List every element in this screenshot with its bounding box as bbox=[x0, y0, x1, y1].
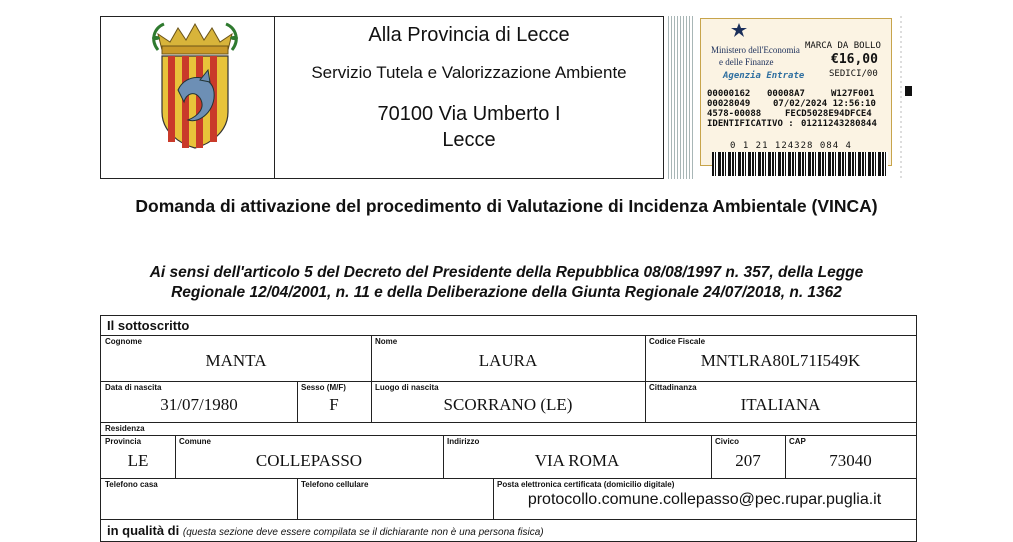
field-cap[interactable]: 73040 bbox=[829, 451, 872, 470]
label-telefono-cellulare: Telefono cellulare bbox=[301, 480, 369, 489]
stamp-row3-left: 4578-00088 bbox=[707, 109, 762, 119]
label-telefono-casa: Telefono casa bbox=[105, 480, 158, 489]
label-data-nascita: Data di nascita bbox=[105, 383, 162, 392]
label-civico: Civico bbox=[715, 437, 740, 446]
qualita-note: (questa sezione deve essere compilata se il dichiarante non è una persona fisica) bbox=[182, 527, 544, 538]
label-comune: Comune bbox=[179, 437, 211, 446]
field-luogo-nascita[interactable]: SCORRANO (LE) bbox=[443, 395, 573, 414]
label-sesso: Sesso (M/F) bbox=[301, 383, 346, 392]
field-pec[interactable]: protocollo.comune.collepasso@pec.rupar.puglia.it bbox=[527, 491, 882, 508]
header-divider bbox=[274, 16, 275, 179]
label-cognome: Cognome bbox=[105, 337, 142, 346]
stamp-amount: €16,00 bbox=[831, 52, 878, 67]
label-codice-fiscale: Codice Fiscale bbox=[649, 337, 706, 346]
stamp-row1-right: W127F001 bbox=[831, 89, 875, 99]
section-title-qualita bbox=[107, 523, 544, 538]
qualita-label: in qualità di bbox=[107, 523, 180, 538]
field-cognome[interactable]: MANTA bbox=[205, 351, 267, 370]
stamp-barcode-number: 0 1 21 124328 084 4 bbox=[730, 141, 852, 151]
field-civico[interactable]: 207 bbox=[735, 451, 761, 470]
stamp-hologram-strip bbox=[668, 16, 694, 179]
address-line: 70100 Via Umberto I bbox=[377, 103, 561, 125]
republic-emblem-icon bbox=[731, 23, 747, 37]
department-name: Servizio Tutela e Valorizzazione Ambiente bbox=[311, 63, 627, 82]
label-residenza: Residenza bbox=[105, 424, 145, 433]
field-codice-fiscale[interactable]: MNTLRA80L71I549K bbox=[700, 351, 861, 370]
stamp-id-value: 01211243280844 bbox=[801, 119, 877, 129]
label-provincia: Provincia bbox=[105, 437, 142, 446]
stamp-id-label: IDENTIFICATIVO : bbox=[707, 119, 794, 129]
province-crest-logo bbox=[150, 20, 240, 150]
label-pec: Posta elettronica certificata (domicilio digitale) bbox=[497, 480, 675, 489]
recipient-address bbox=[276, 16, 662, 153]
stamp-row2-right: 07/02/2024 12:56:10 bbox=[773, 99, 876, 109]
stamp-subtype: SEDICI/00 bbox=[829, 69, 878, 79]
label-indirizzo: Indirizzo bbox=[447, 437, 480, 446]
legal-reference: Ai sensi dell'articolo 5 del Decreto del Presidente della Repubblica 08/08/1997 n. 357, della Legge Regionale 12/04/2001, n. 11 e della Deliberazione della Giunta Regionale 24/07/2018, n. 1362 bbox=[149, 264, 864, 301]
field-comune[interactable]: COLLEPASSO bbox=[255, 451, 363, 470]
field-cittadinanza[interactable]: ITALIANA bbox=[740, 395, 821, 414]
field-data-nascita[interactable]: 31/07/1980 bbox=[160, 395, 238, 414]
label-nome: Nome bbox=[375, 337, 398, 346]
stamp-agency: Agenzia Entrate bbox=[723, 71, 805, 81]
stamp-row1-mid: 00008A7 bbox=[767, 89, 805, 99]
applicant-form bbox=[100, 315, 917, 542]
city-line: Lecce bbox=[442, 129, 496, 151]
label-luogo-nascita: Luogo di nascita bbox=[375, 383, 439, 392]
document-title: Domanda di attivazione del procedimento di Valutazione di Incidenza Ambientale (VINCA) bbox=[135, 196, 878, 216]
stamp-ministry-line2: e delle Finanze bbox=[719, 57, 774, 67]
field-sesso[interactable]: F bbox=[329, 395, 339, 414]
stamp-ministry-line1: Ministero dell'Economia bbox=[711, 45, 800, 55]
recipient-name: Alla Provincia di Lecce bbox=[368, 24, 570, 46]
stamp-row1-left: 00000162 bbox=[707, 89, 751, 99]
label-cap: CAP bbox=[789, 437, 806, 446]
label-cittadinanza: Cittadinanza bbox=[649, 383, 697, 392]
section-title-sottoscritto: Il sottoscritto bbox=[107, 318, 190, 333]
stamp-perforation bbox=[897, 16, 917, 179]
field-indirizzo[interactable]: VIA ROMA bbox=[534, 451, 620, 470]
stamp-barcode bbox=[712, 152, 888, 176]
field-provincia[interactable]: LE bbox=[127, 451, 149, 470]
stamp-row3-right: FECD5028E94DFCE4 bbox=[785, 109, 872, 119]
field-nome[interactable]: LAURA bbox=[478, 351, 538, 370]
stamp-row2-left: 00028049 bbox=[707, 99, 751, 109]
stamp-type: MARCA DA BOLLO bbox=[805, 41, 881, 51]
